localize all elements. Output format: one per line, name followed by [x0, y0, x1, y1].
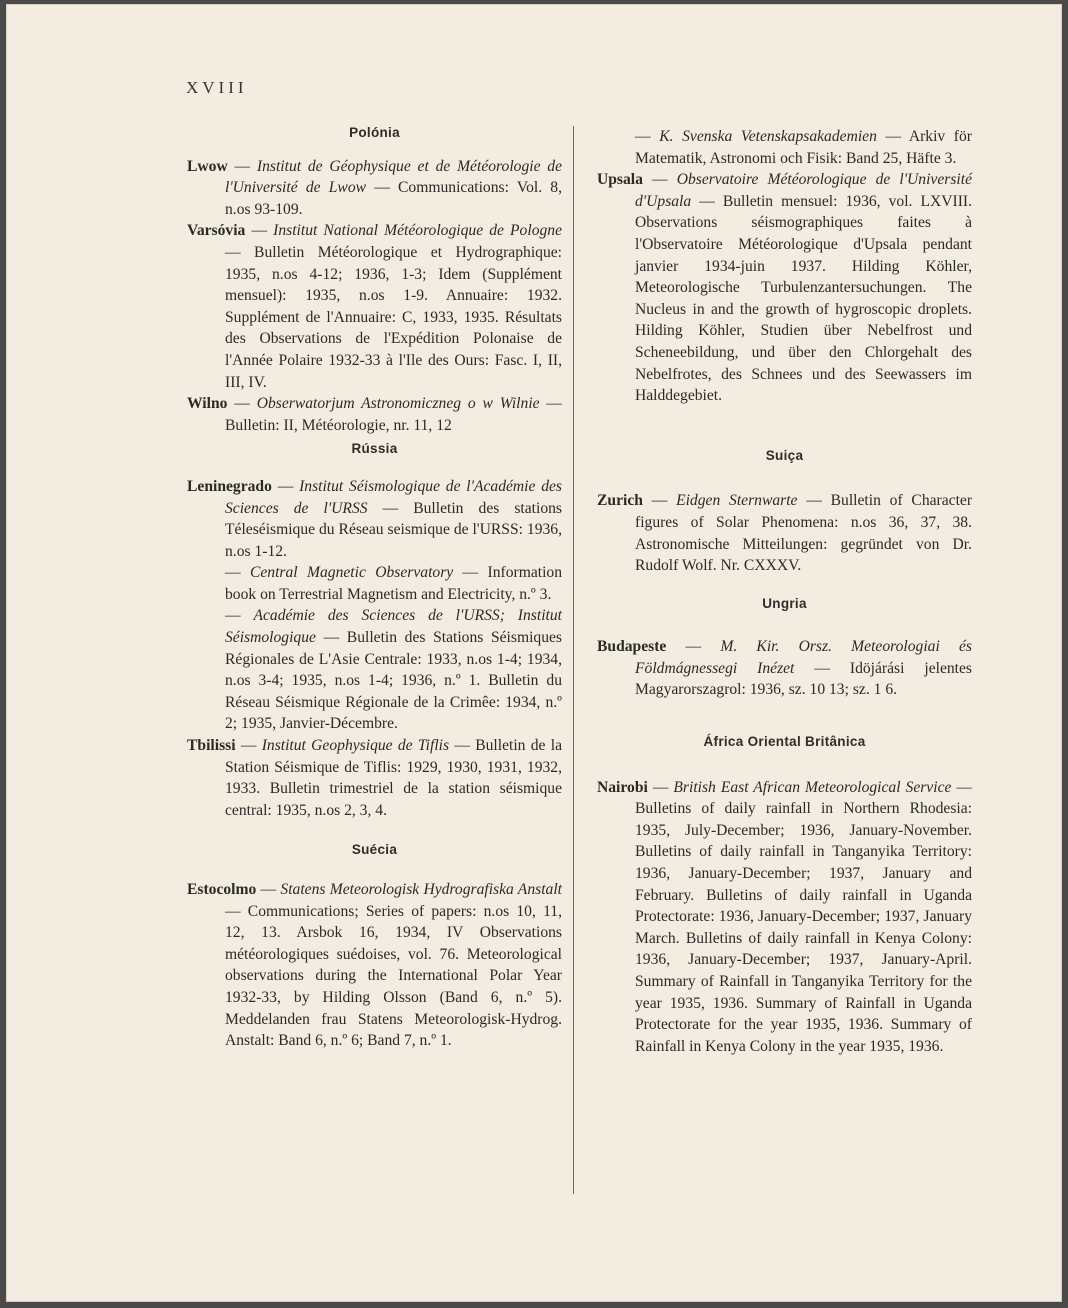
- entry-institution: Central Magnetic Observatory: [249, 564, 454, 582]
- entry-separator: —: [367, 499, 414, 517]
- entry-separator: —: [635, 128, 660, 145]
- column-divider: [573, 126, 574, 1194]
- entry-nairobi: [597, 777, 972, 1058]
- page-number: XVIII: [186, 78, 248, 97]
- entry-details: Communications; Series of papers: n.os 10, 11, 12, 13. Arsbok 16, 1934, IV Observations météorologiques suédoises, vol. 76. Meteorological observations during the International Polar Year 1932-33, by Hilding Olsson (Band 6, n.º 5). Meddelanden frau Statens Meteorologisk-Hydrog. Anstalt: Band 6, n.º 6; Band 7, n.º 1.: [225, 902, 562, 1050]
- entry-separator: —: [642, 492, 677, 510]
- entry-separator: —: [453, 564, 488, 582]
- section-title: Suécia: [351, 842, 398, 858]
- section-title: Rússia: [351, 441, 398, 457]
- entry-institution: British East African Meteorological Service: [673, 778, 952, 796]
- entry-institution: K. Svenska Vetenskapsakademien: [659, 128, 877, 145]
- section-title: Ungria: [762, 595, 807, 611]
- entry-institution: Académie des Sciences de l'URSS; Institut Séismologique: [225, 607, 562, 647]
- entry-academie-urss: [187, 605, 562, 735]
- section-polonia: [187, 122, 562, 436]
- section-ungria: [597, 593, 972, 701]
- entry-zurich: [597, 490, 972, 576]
- entry-central-magnetic: [187, 562, 562, 605]
- section-suecia-cont: [597, 126, 972, 407]
- entry-city: Budapeste: [597, 638, 667, 656]
- entry-details: Communications: Vol. 8, n.os 93-109.: [225, 179, 562, 218]
- entry-details: Idöjárási jelentes Magyarorszagrol: 1936, sz. 10 13; sz. 1 6.: [635, 659, 972, 699]
- entry-separator: —: [539, 395, 562, 413]
- entry-city: Nairobi: [597, 778, 648, 796]
- entry-budapeste: [597, 636, 972, 701]
- entry-details: Bulletin: II, Météorologie, nr. 11, 12: [225, 416, 452, 434]
- entry-separator: —: [235, 737, 262, 755]
- entry-leninegrado: [187, 476, 562, 562]
- entry-separator: —: [245, 222, 274, 240]
- entry-institution: Institut National Météorologique de Pologne: [273, 222, 563, 240]
- entry-separator: —: [647, 778, 674, 796]
- section-title: Polónia: [349, 125, 400, 140]
- entry-svenska-vetenskapsakademien: [597, 126, 972, 169]
- entry-separator: —: [691, 192, 723, 210]
- entry-details: Information book on Terrestrial Magnetism and Electricity, n.º 3.: [225, 564, 562, 603]
- entry-separator: —: [225, 243, 255, 261]
- right-column: [597, 126, 972, 1057]
- entry-separator: —: [256, 881, 281, 898]
- entry-institution: Institut Geophysique de Tiflis: [261, 737, 450, 755]
- entry-city: Tbilissi: [187, 737, 236, 755]
- entry-separator: —: [366, 179, 399, 197]
- entry-city: Varsóvia: [187, 222, 246, 240]
- entry-details: Bulletin de la Station Séismique de Tiflis: 1929, 1930, 1931, 1932, 1933. Bulletin trimestriel de la station séismique central: 1935, n.os 2, 3, 4.: [225, 737, 563, 819]
- entry-institution: Institut Séismologique de l'Académie des Sciences de l'URSS: [225, 477, 562, 517]
- entry-institution: M. Kir. Orsz. Meteorologiai és Földmágnessegi Inézet: [635, 638, 972, 677]
- section-russia: [187, 438, 562, 821]
- entry-institution: Eidgen Sternwarte: [676, 492, 798, 510]
- left-column: [187, 122, 562, 1052]
- entry-details: Bulletins of daily rainfall in Northern Rhodesia: 1935, July-December; 1936, January-November. Bulletins of daily rainfall in Tanganyika Territory: 1936, January-December; 1937, January and February. Bulletins of daily rainfall in Uganda Protectorate: 1936, January-December; 1937, January March. Bulletins of daily rainfall in Kenya Colony: 1936, January-December; 1937, January-April. Summary of Rainfall in Tanganyika Territory for the year 1935, 1936. Summary of Rainfall in Uganda Protectorate for the year 1935, 1936. Summary of Rainfall in Kenya Colony in the year 1935, 1936.: [635, 800, 972, 1055]
- section-title: Suiça: [765, 447, 804, 463]
- section-suica: [597, 445, 972, 577]
- entry-lwow: [187, 156, 562, 221]
- entry-details: Bulletin des Stations Séismiques Régionales de L'Asie Centrale: 1933, n.os 1-4; 1934, n.os 3-4; 1935, n.os 1-4; 1936, n.º 1. Bulletin du Réseau Séismique Régionale de la Crimêe: 1934, n.º 2; 1935, Janvier-Décembre.: [225, 629, 562, 733]
- document-page: [6, 4, 1062, 1302]
- entry-varsovia: [187, 220, 562, 393]
- entry-city: Estocolmo: [187, 881, 257, 898]
- entry-details: Bulletin of Character figures of Solar Phenomena: n.os 36, 37, 38. Astronomische Mitteilungen: gegründet von Dr. Rudolf Wolf. Nr. CXXXV.: [635, 492, 973, 575]
- entry-city: Wilno: [187, 395, 228, 413]
- entry-details: Arkiv för Matematik, Astronomi och Fisik: Band 25, Häfte 3.: [635, 128, 972, 167]
- section-suecia: [187, 839, 562, 1051]
- entry-separator: —: [315, 629, 347, 647]
- entry-city: Upsala: [597, 171, 643, 189]
- entry-separator: —: [225, 902, 248, 920]
- entry-institution: Institut de Géophysique et de Météorologie de l'Université de Lwow: [225, 157, 562, 197]
- section-africa-oriental: [597, 731, 972, 1057]
- entry-separator: —: [642, 171, 677, 189]
- entry-city: Zurich: [597, 492, 643, 510]
- entry-institution: Obserwatorjum Astronomiczneg o w Wilnie: [256, 395, 540, 413]
- section-title: África Oriental Britânica: [703, 734, 866, 750]
- entry-separator: —: [271, 477, 300, 495]
- entry-separator: —: [666, 638, 721, 656]
- entry-separator: —: [449, 737, 476, 755]
- entry-separator: —: [225, 607, 254, 625]
- entry-details: Bulletin mensuel: 1936, vol. LXVIII. Observations séismographiques faites à l'Observatoire Météorologique d'Upsala pendant janvier 1934-juin 1937. Hilding Köhler, Meteorologische Turbulenzantersuchungen. The Nucleus in and the growth of hygroscopic droplets. Hilding Köhler, Studien über Nebelfrost und Scheneebildung, und über den Chlorgehalt des Nebelfrotes, des Schnees und des Seewassers im Halddegebiet.: [635, 192, 972, 405]
- entry-institution: Observatoire Météorologique de l'Université d'Upsala: [635, 171, 972, 210]
- entry-separator: —: [227, 157, 257, 175]
- entry-upsala: [597, 169, 972, 407]
- entry-details: Bulletin Météorologique et Hydrographique: 1935, n.os 4-12; 1936, 1-3; Idem (Supplément mensuel): 1935, n.os 1-9. Annuaire: 1932. Supplément de l'Annuaire: C, 1933, 1935. Résultats des Observations de l'Expédition Polonaise de l'Année Polaire 1932-33 à l'Ile des Ours: Fasc. I, II, III, IV.: [225, 243, 563, 391]
- entry-separator: —: [794, 659, 850, 677]
- entry-city: Lwow: [187, 157, 228, 175]
- entry-details: Bulletin des stations Téleséismique du Réseau seismique de l'URSS: 1936, n.os 1-12.: [225, 499, 563, 560]
- entry-separator: —: [225, 564, 250, 582]
- entry-institution: Statens Meteorologisk Hydrografiska Anstalt: [280, 881, 562, 898]
- entry-city: Leninegrado: [187, 477, 272, 495]
- entry-separator: —: [876, 128, 909, 145]
- entry-estocolmo: [187, 879, 562, 1052]
- entry-tbilissi: [187, 735, 562, 821]
- entry-separator: —: [797, 492, 831, 510]
- entry-separator: —: [227, 395, 257, 413]
- entry-separator: —: [951, 778, 972, 796]
- entry-wilno: [187, 393, 562, 436]
